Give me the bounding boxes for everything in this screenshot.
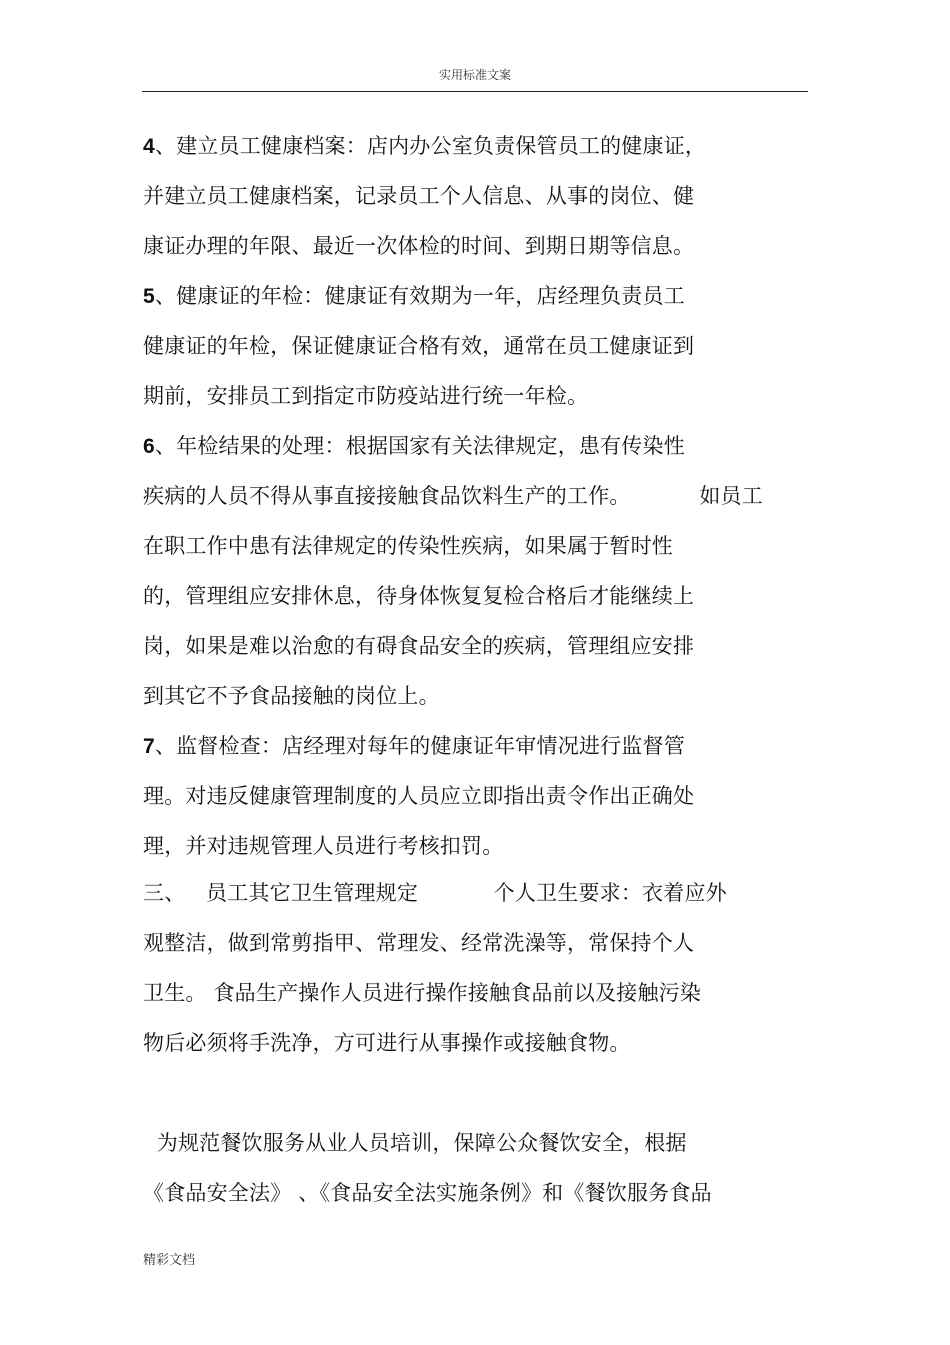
text-line	[143, 183, 694, 209]
text-line	[143, 383, 588, 409]
line-text: 理，并对违规管理人员进行考核扣罚。	[143, 834, 504, 858]
line-text: 的，管理组应安排休息，待身体恢复复检合格后才能继续上	[143, 584, 695, 608]
item-number: 6	[143, 435, 155, 458]
line-text: 物后必须将手洗净，方可进行从事操作或接触食物。	[143, 1031, 631, 1055]
line-text: 、健康证的年检：健康证有效期为一年，店经理负责员工	[154, 284, 685, 308]
line-text: 、年检结果的处理：根据国家有关法律规定，患有传染性	[154, 434, 685, 458]
text-line	[143, 233, 694, 259]
line-text: 卫生。 食品生产操作人员进行操作接触食品前以及接触污染	[143, 981, 702, 1005]
line-text: 疾病的人员不得从事直接接触食品饮料生产的工作。 如员工	[143, 484, 763, 508]
text-line	[143, 283, 685, 310]
text-line	[143, 880, 727, 906]
line-text: 康证办理的年限、最近一次体检的时间、到期日期等信息。	[143, 234, 695, 258]
page-header: 实用标准文案	[438, 68, 511, 82]
text-line	[143, 783, 694, 809]
page-footer: 精彩文档	[143, 1253, 196, 1268]
text-line	[143, 1180, 712, 1206]
line-text: 、建立员工健康档案：店内办公室负责保管员工的健康证，	[154, 134, 707, 158]
line-text: 健康证的年检，保证健康证合格有效，通常在员工健康证到	[143, 334, 695, 358]
line-text: 到其它不予食品接触的岗位上。	[143, 684, 440, 708]
text-line	[143, 533, 673, 559]
text-line	[143, 333, 694, 359]
item-number: 4	[143, 135, 155, 158]
line-text: 《食品安全法》 、《食品安全法实施条例》和《餐饮服务食品	[143, 1181, 712, 1205]
text-line	[143, 1130, 687, 1156]
line-text: 观整洁，做到常剪指甲、常理发、经常洗澡等，常保持个人	[143, 931, 695, 955]
line-text: 为规范餐饮服务从业人员培训，保障公众餐饮安全，根据	[143, 1131, 687, 1155]
text-line	[143, 133, 706, 160]
line-text: 在职工作中患有法律规定的传染性疾病，如果属于暂时性	[143, 534, 673, 558]
line-text: 期前，安排员工到指定市防疫站进行统一年检。	[143, 384, 589, 408]
text-line	[143, 683, 440, 709]
text-line	[143, 1030, 631, 1056]
text-line	[143, 733, 685, 760]
line-text: 岗，如果是难以治愈的有碍食品安全的疾病，管理组应安排	[143, 634, 695, 658]
text-line	[143, 930, 694, 956]
text-line	[143, 433, 685, 460]
line-text: 理。对违反健康管理制度的人员应立即指出责令作出正确处	[143, 784, 695, 808]
text-line	[143, 583, 694, 609]
line-text: 三、 员工其它卫生管理规定 个人卫生要求：衣着应外	[143, 881, 727, 905]
line-text: 并建立员工健康档案，记录员工个人信息、从事的岗位、健	[143, 184, 695, 208]
text-line	[143, 833, 503, 859]
text-line	[143, 980, 701, 1006]
text-line	[143, 483, 763, 509]
item-number: 7	[143, 735, 155, 758]
header-divider	[142, 91, 808, 92]
line-text: 、监督检查：店经理对每年的健康证年审情况进行监督管	[154, 734, 685, 758]
text-line	[143, 633, 694, 659]
item-number: 5	[143, 285, 155, 308]
